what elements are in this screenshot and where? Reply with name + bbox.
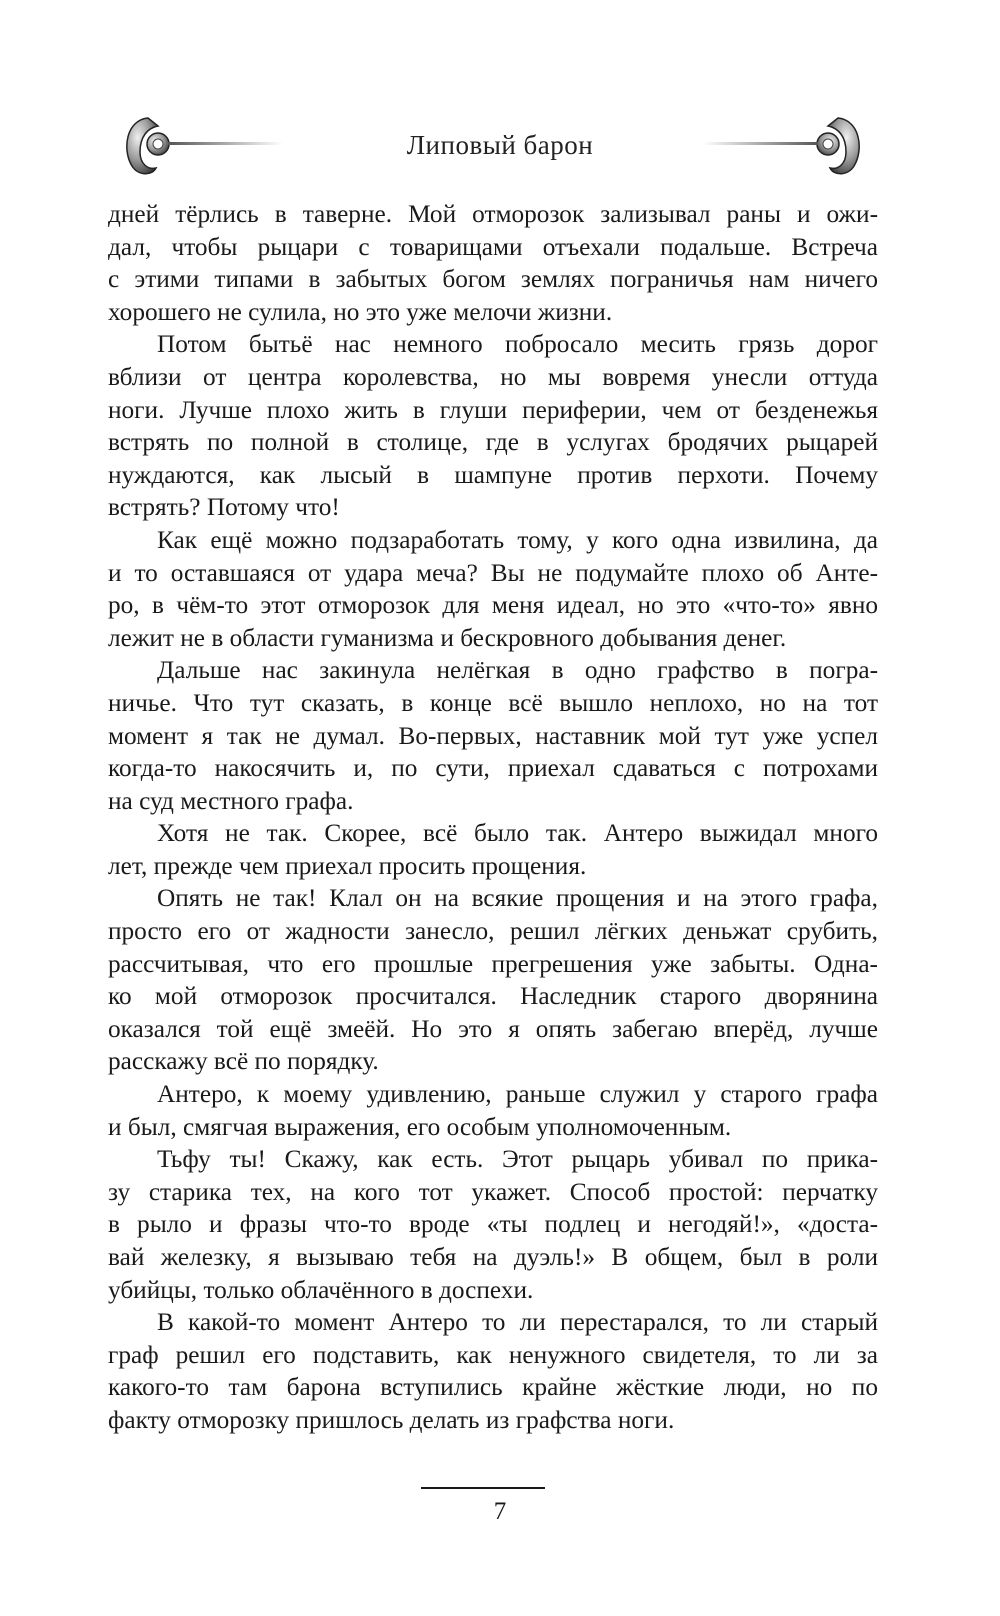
footer-rule bbox=[421, 1487, 545, 1489]
text-line: рассчитывая, что его прошлые прегрешения уже забыты. Одна- bbox=[108, 949, 878, 978]
text-line: нуждаются, как лысый в шампуне против перхоти. Почему bbox=[108, 460, 878, 489]
text-line: Тьфу ты! Скажу, как есть. Этот рыцарь убивал по прика- bbox=[157, 1145, 878, 1174]
paragraph bbox=[108, 817, 878, 882]
text-line: на суд местного графа. bbox=[108, 786, 354, 815]
text-line: Опять не так! Клал он на всякие прощения и на этого графа, bbox=[157, 884, 878, 913]
text-line: с этими типами в забытых богом землях пограничья нам ничего bbox=[108, 265, 878, 294]
paragraph bbox=[108, 328, 878, 524]
text-line: ноги. Лучше плохо жить в глуши периферии, чем от безденежья bbox=[108, 395, 878, 424]
text-line: Потом бытьё нас немного побросало месить грязь дорог bbox=[157, 330, 878, 359]
text-line: какого-то там барона вступились крайне жёсткие люди, но по bbox=[108, 1373, 878, 1402]
body-text bbox=[108, 198, 878, 1437]
text-line: ничье. Что тут сказать, в конце всё вышло неплохо, но на тот bbox=[108, 688, 878, 717]
text-line: оказался той ещё змеёй. Но это я опять забегаю вперёд, лучше bbox=[108, 1014, 878, 1043]
paragraph bbox=[108, 1143, 878, 1306]
text-line: вблизи от центра королевства, но мы вовремя унесли оттуда bbox=[108, 362, 878, 391]
text-line: граф решил его подставить, как ненужного свидетеля, то ли за bbox=[108, 1340, 878, 1369]
text-line: дал, чтобы рыцари с товарищами отъехали подальше. Встреча bbox=[108, 232, 878, 261]
text-line: Как ещё можно подзаработать тому, у кого одна извилина, да bbox=[157, 525, 878, 554]
text-line: встрять? Потому что! bbox=[108, 493, 340, 522]
text-line: Дальше нас закинула нелёгкая в одно графство в погра- bbox=[157, 656, 878, 685]
text-line: Хотя не так. Скорее, всё было так. Антеро выжидал много bbox=[157, 819, 878, 848]
text-line: Антеро, к моему удивлению, раньше служил у старого графа bbox=[157, 1080, 878, 1109]
text-line: В какой-то момент Антеро то ли перестарался, то ли старый bbox=[157, 1308, 878, 1337]
text-line: расскажу всё по порядку. bbox=[108, 1047, 379, 1076]
text-line: вай железку, я вызываю тебя на дуэль!» В общем, был в роли bbox=[108, 1243, 878, 1271]
running-title: Липовый барон bbox=[406, 130, 594, 160]
text-line: просто его от жадности занесло, решил лёгких деньжат срубить, bbox=[108, 917, 878, 946]
paragraph bbox=[108, 882, 878, 1078]
text-line: дней тёрлись в таверне. Мой отморозок зализывал раны и ожи- bbox=[108, 200, 878, 228]
text-line: ро, в чём-то этот отморозок для меня идеал, но это «что-то» явно bbox=[108, 591, 878, 620]
paragraph bbox=[108, 198, 878, 328]
text-line: лежит не в области гуманизма и бескровного добывания денег. bbox=[108, 623, 787, 652]
paragraph bbox=[108, 1078, 878, 1143]
text-line: и то оставшаяся от удара меча? Вы не подумайте плохо об Анте- bbox=[108, 558, 878, 587]
text-line: момент я так не думал. Во-первых, наставник мой тут уже успел bbox=[108, 721, 878, 750]
text-line: ко мой отморозок просчитался. Наследник старого дворянина bbox=[108, 982, 878, 1011]
text-line: в рыло и фразы что-то вроде «ты подлец и негодяй!», «доста- bbox=[108, 1210, 878, 1239]
text-line: зу старика тех, на кого тот укажет. Способ простой: перчатку bbox=[108, 1177, 878, 1206]
text-line: лет, прежде чем приехал просить прощения. bbox=[108, 851, 587, 880]
text-line: когда-то накосячить и, по сути, приехал сдаваться с потрохами bbox=[108, 754, 878, 783]
paragraph bbox=[108, 524, 878, 654]
right-ornament-icon bbox=[698, 110, 868, 180]
text-line: факту отморозку пришлось делать из графства ноги. bbox=[108, 1405, 675, 1434]
text-line: хорошего не сулила, но это уже мелочи жизни. bbox=[108, 297, 613, 326]
text-line: встрять по полной в столице, где в услугах бродячих рыцарей bbox=[108, 428, 878, 457]
text-line: убийцы, только облачённого в доспехи. bbox=[108, 1275, 534, 1304]
page-number: 7 bbox=[493, 1498, 507, 1525]
paragraph bbox=[108, 1306, 878, 1436]
running-header bbox=[0, 100, 1000, 200]
text-line: и был, смягчая выражения, его особым уполномоченным. bbox=[108, 1112, 732, 1141]
paragraph bbox=[108, 654, 878, 817]
